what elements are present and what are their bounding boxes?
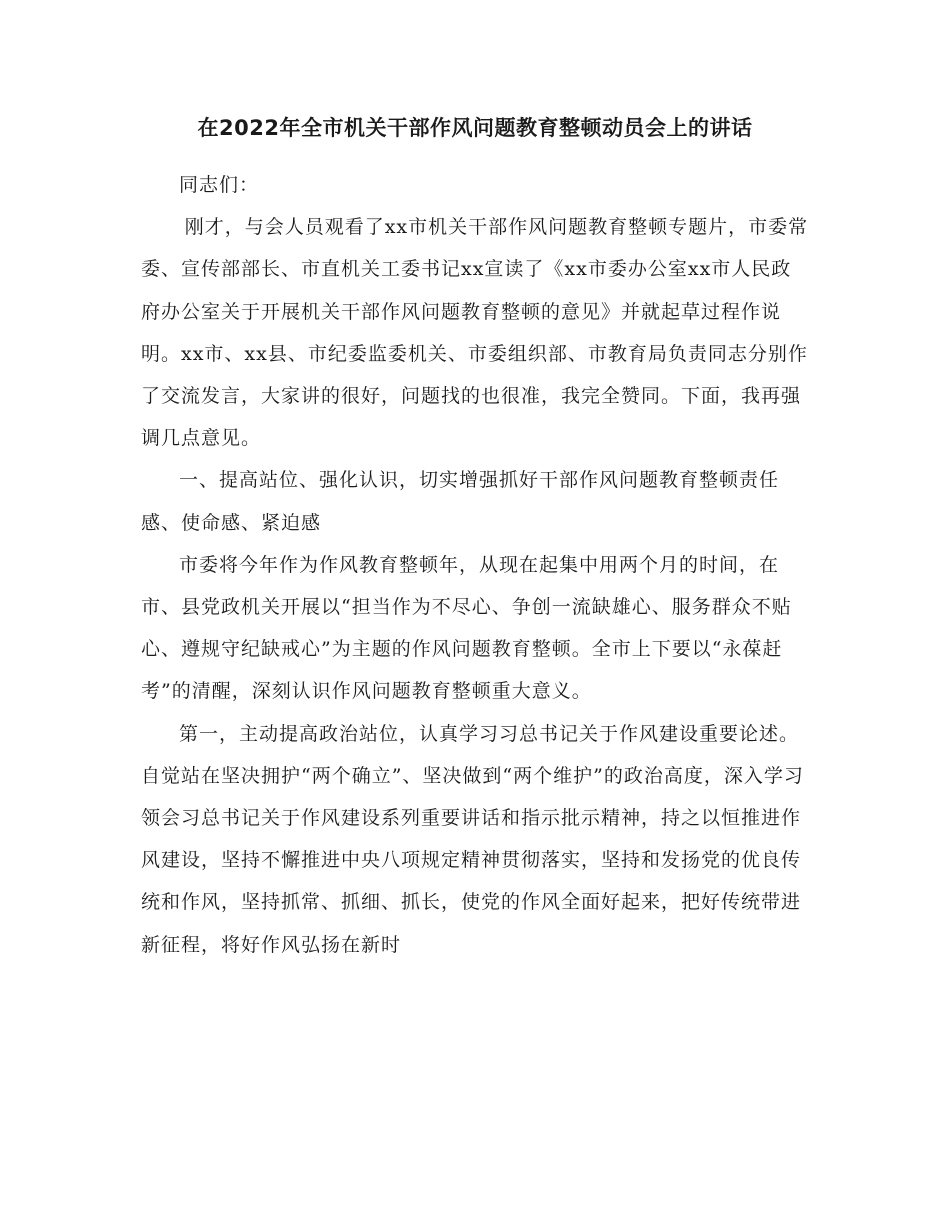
paragraph-section-intro: 市委将今年作为作风教育整顿年，从现在起集中用两个月的时间，在市、县党政机关开展以“担当作为不尽心、争创一流缺雄心、服务群众不贴心、遵规守纪缺戒心”为主题的作风问题教育整顿。全市上下要以“永葆赶考”的清醒，深刻认识作风问题教育整顿重大意义。 — [141, 553, 792, 703]
paragraph-point-one: 第一，主动提高政治站位，认真学习习总书记关于作风建设重要论述。自觉站在坚决拥护“两个确立”、坚决做到“两个维护”的政治高度，深入学习领会习总书记关于作风建设系列重要讲话和指示批示精神，持之以恒推进作风建设，坚持不懈推进中央八项规定精神贯彻落实，坚持和发扬党的优良传统和作风，坚持抓常、抓细、抓长，使党的作风全面好起来，把好传统带进新征程，将好作风弘扬在新时 — [141, 722, 804, 956]
paragraph-opening: 刚才，与会人员观看了xx市机关干部作风问题教育整顿专题片，市委常委、宣传部部长、市直机关工委书记xx宣读了《xx市委办公室xx市人民政府办公室关于开展机关干部作风问题教育整顿的意见》并就起草过程作说明。xx市、xx县、市纪委监委机关、市委组织部、市教育局负责同志分别作了交流发言，大家讲的很好，问题找的也很准，我完全赞同。下面，我再强调几点意见。 — [141, 216, 809, 450]
document-title: 在2022年全市机关干部作风问题教育整顿动员会上的讲话 — [197, 116, 753, 140]
section-heading-one: 一、提高站位、强化认识，切实增强抓好干部作风问题教育整顿责任感、使命感、紧迫感 — [141, 469, 780, 534]
document-body — [141, 164, 811, 966]
salutation: 同志们： — [179, 174, 260, 196]
